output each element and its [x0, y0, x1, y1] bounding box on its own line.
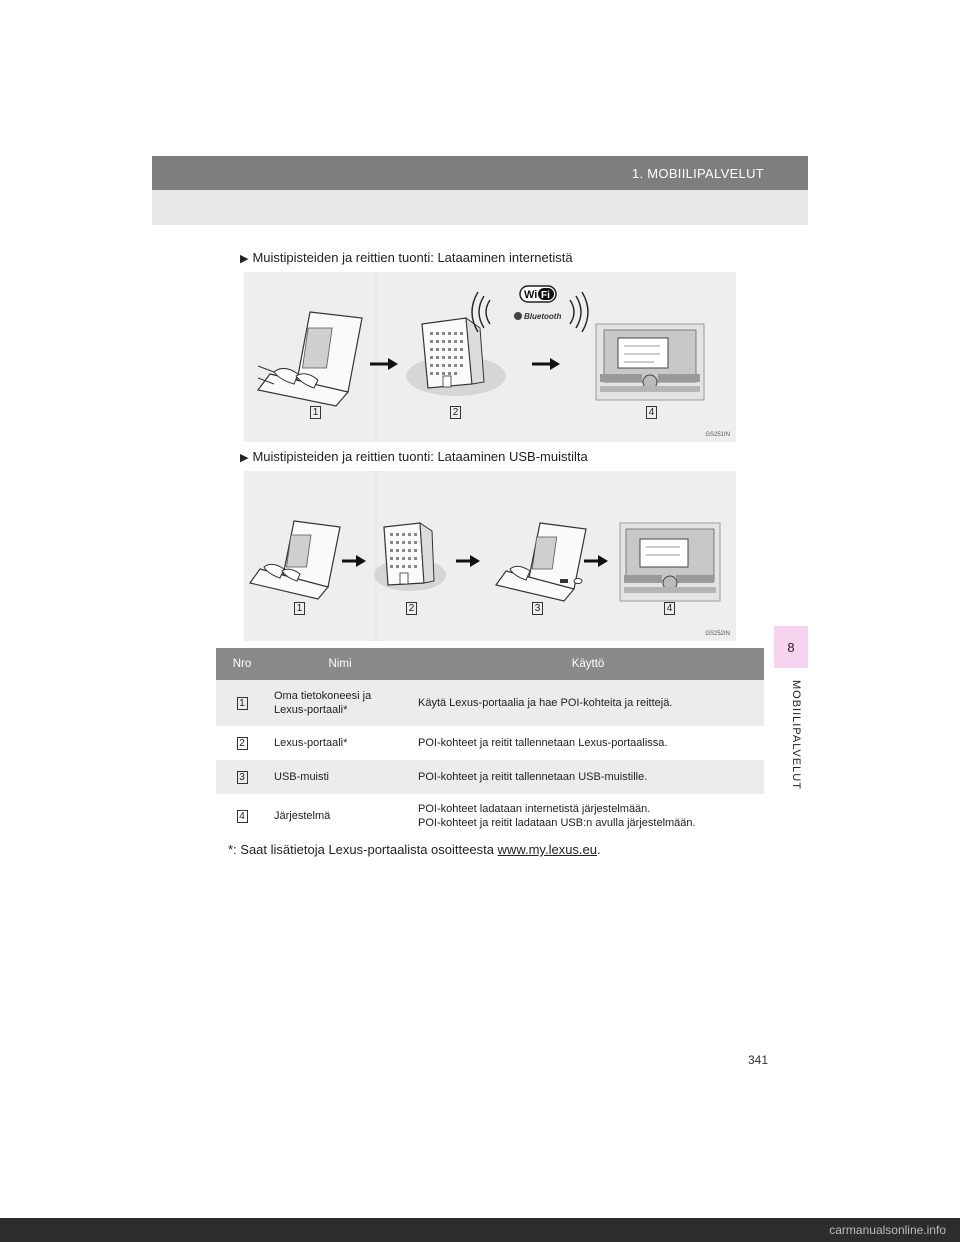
triangle-bullet-icon: ▶ — [240, 452, 249, 464]
footnote-text: *: Saat lisätietoja Lexus-portaalista osoitteesta — [228, 842, 498, 857]
section-heading-internet — [240, 250, 573, 265]
svg-text:Wi: Wi — [524, 289, 538, 301]
page-number: 341 — [748, 1053, 769, 1067]
arrow-right-icon — [342, 555, 366, 567]
figure-usb-download — [244, 471, 736, 641]
table-cell-usage: Käytä Lexus-portaalia ja hae POI-kohteita ja reittejä. — [412, 680, 764, 726]
arrow-right-icon — [456, 555, 480, 567]
laptop-usb-icon — [496, 523, 586, 601]
usage-line: POI-kohteet ladataan internetistä järjestelmään. — [418, 803, 651, 815]
laptop-icon — [250, 521, 340, 599]
table-row — [216, 680, 764, 726]
step-badge: 3 — [532, 602, 543, 615]
step-badge: 4 — [664, 602, 675, 615]
table-cell-name: Oma tietokoneesi ja Lexus-portaali* — [268, 680, 412, 726]
column-header-usage: Käyttö — [412, 648, 764, 680]
table-row — [216, 794, 764, 838]
step-badge: 4 — [237, 810, 248, 823]
building-icon — [406, 318, 506, 396]
figure-internet-download — [244, 272, 736, 442]
section-heading-text: Muistipisteiden ja reittien tuonti: Lataaminen USB-muistilta — [252, 449, 588, 464]
section-heading-text: Muistipisteiden ja reittien tuonti: Lataaminen internetistä — [252, 250, 573, 265]
components-table — [216, 648, 764, 838]
table-cell-usage: POI-kohteet ja reitit tallennetaan USB-muistille. — [412, 760, 764, 794]
table-cell-name: Lexus-portaali* — [268, 726, 412, 760]
figure-usb-svg — [244, 471, 736, 641]
step-badge: 1 — [310, 406, 321, 419]
car-display-icon — [620, 523, 720, 601]
chapter-side-label: MOBIILIPALVELUT — [790, 680, 802, 790]
step-badge: 3 — [237, 771, 248, 784]
usage-line: POI-kohteet ja reitit ladataan USB:n avulla järjestelmään. — [418, 817, 696, 829]
step-badge: 2 — [237, 737, 248, 750]
bluetooth-label: Bluetooth — [524, 312, 562, 321]
step-badge: 2 — [450, 406, 461, 419]
table-row — [216, 760, 764, 794]
step-badge: 2 — [406, 602, 417, 615]
section-heading-usb — [240, 449, 588, 464]
svg-text:Fi: Fi — [541, 290, 550, 301]
chapter-title: 1. MOBIILIPALVELUT — [631, 166, 764, 181]
portal-link[interactable]: www.my.lexus.eu — [497, 842, 598, 857]
arrow-right-icon — [584, 555, 608, 567]
arrow-right-icon — [370, 358, 398, 370]
footnote-end: . — [597, 842, 601, 857]
table-cell-usage — [412, 794, 764, 838]
table-row — [216, 726, 764, 760]
step-badge: 4 — [646, 406, 657, 419]
chapter-tab[interactable] — [774, 626, 808, 668]
car-display-icon — [596, 324, 704, 400]
column-header-no: Nro — [216, 648, 268, 680]
column-header-name: Nimi — [268, 648, 412, 680]
figure-code: GS251IN — [705, 432, 730, 438]
table-cell-name: Järjestelmä — [268, 794, 412, 838]
bluetooth-logo-icon — [514, 312, 561, 321]
chapter-number: 8 — [787, 639, 795, 655]
triangle-bullet-icon: ▶ — [240, 253, 249, 265]
step-badge: 1 — [294, 602, 305, 615]
header-bar — [152, 156, 808, 190]
building-icon — [374, 523, 446, 591]
arrow-right-icon — [532, 358, 560, 370]
header-band — [152, 190, 808, 225]
step-badge: 1 — [237, 697, 248, 710]
watermark: carmanualsonline.info — [0, 1218, 960, 1242]
table-cell-usage: POI-kohteet ja reitit tallennetaan Lexus-portaalissa. — [412, 726, 764, 760]
table-header-row — [216, 648, 764, 680]
laptop-icon — [258, 312, 362, 406]
footnote — [228, 842, 601, 857]
wifi-logo-icon — [520, 286, 556, 302]
table-cell-name: USB-muisti — [268, 760, 412, 794]
figure-code: GS252IN — [705, 631, 730, 637]
